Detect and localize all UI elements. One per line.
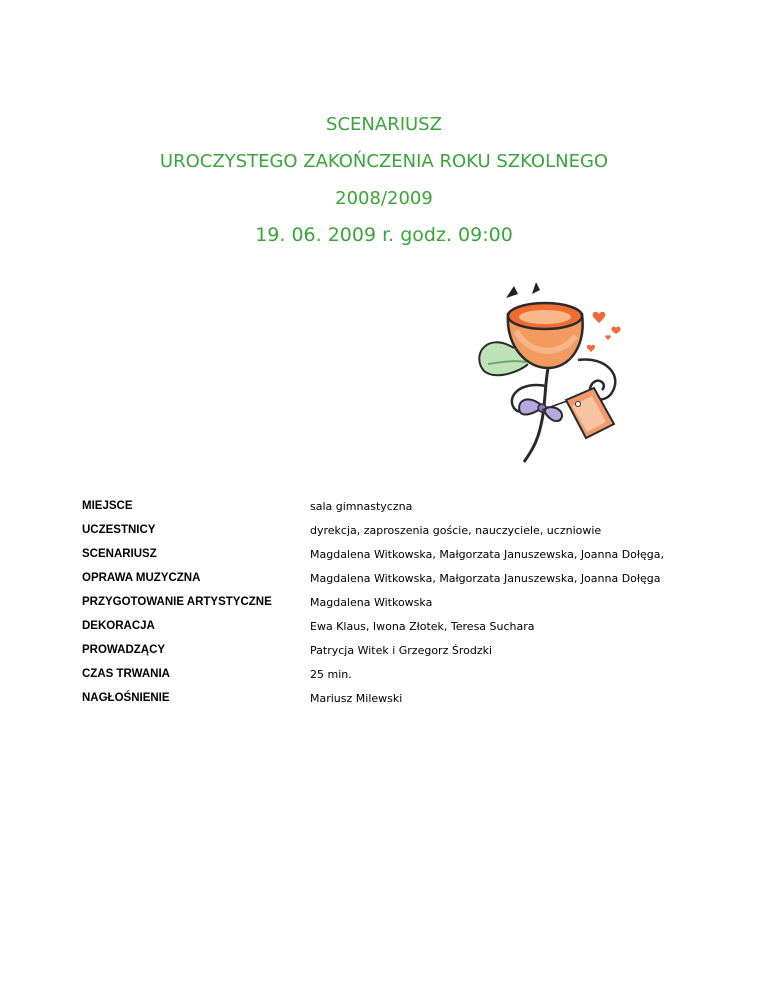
details-table — [82, 500, 702, 716]
title-scenariusz: SCENARIUSZ — [326, 114, 442, 135]
details-row-scenariusz — [82, 548, 702, 572]
detail-label: NAGŁOŚNIENIE — [82, 692, 170, 704]
details-row-czas-trwania — [82, 668, 702, 692]
document-title-block — [0, 106, 768, 254]
detail-label: UCZESTNICY — [82, 524, 156, 536]
detail-label: PRZYGOTOWANIE ARTYSTYCZNE — [82, 596, 272, 608]
detail-value: Magdalena Witkowska — [310, 596, 433, 609]
detail-value: 25 min. — [310, 668, 352, 681]
detail-label: PROWADZĄCY — [82, 644, 166, 656]
detail-label: MIEJSCE — [82, 500, 133, 512]
detail-value: Magdalena Witkowska, Małgorzata Januszewska, Joanna Dołęga, — [310, 548, 665, 561]
title-date-time: 19. 06. 2009 r. godz. 09:00 — [255, 224, 513, 246]
details-row-uczestnicy — [82, 524, 702, 548]
detail-label: DEKORACJA — [82, 620, 155, 632]
details-row-miejsce — [82, 500, 702, 524]
details-row-przygotowanie — [82, 596, 702, 620]
detail-label: CZAS TRWANIA — [82, 668, 170, 680]
detail-value: dyrekcja, zaproszenia goście, nauczyciele, uczniowie — [310, 524, 602, 537]
detail-value: Ewa Klaus, Iwona Złotek, Teresa Suchara — [310, 620, 535, 633]
details-row-naglosnienie — [82, 692, 702, 716]
detail-label: SCENARIUSZ — [82, 548, 157, 560]
detail-value: Patrycja Witek i Grzegorz Środzki — [310, 644, 493, 657]
detail-value: Mariusz Milewski — [310, 692, 403, 705]
detail-label: OPRAWA MUZYCZNA — [82, 572, 201, 584]
details-row-dekoracja — [82, 620, 702, 644]
detail-value: sala gimnastyczna — [310, 500, 413, 513]
detail-value: Magdalena Witkowska, Małgorzata Januszewska, Joanna Dołęga — [310, 572, 661, 585]
flower-clipart-icon — [466, 276, 646, 466]
title-event: UROCZYSTEGO ZAKOŃCZENIA ROKU SZKOLNEGO — [159, 151, 609, 172]
details-row-prowadzacy — [82, 644, 702, 668]
title-school-year: 2008/2009 — [335, 188, 433, 209]
details-row-oprawa-muzyczna — [82, 572, 702, 596]
